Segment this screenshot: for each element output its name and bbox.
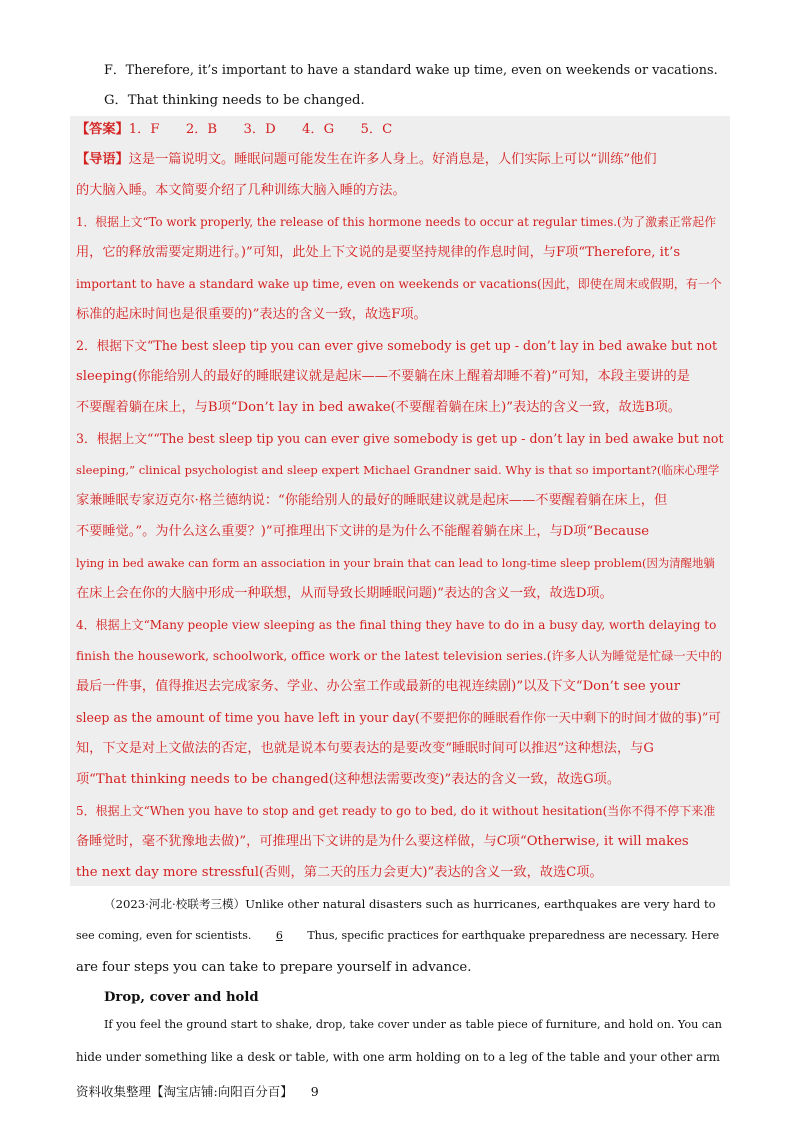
explanation-1-line-4: 标准的起床时间也是很重要的)”表达的含义一致，故选F项。 (76, 307, 427, 322)
option-f: F．Therefore, it’s important to have a standard wake up time, even on weekends or vacations. (104, 63, 718, 78)
explanation-2-line-2: sleeping(你能给别人的最好的睡眠建议就是起床——不要躺在床上醒着却睡不着)”可知，本段主要讲的是 (76, 369, 690, 384)
footer-source: 资料收集整理【淘宝店铺:向阳百分百】 (76, 1084, 293, 1099)
explanation-3-line-4: 不要睡觉。”。为什么这么重要？)”可推理出下文讲的是为什么不能醒着躺在床上，与D项“Because (76, 524, 650, 539)
answer-label: 【答案】 (76, 122, 129, 137)
explanation-4-line-6: 项“That thinking needs to be changed(这种想法需要改变)”表达的含义一致，故选G项。 (76, 772, 621, 787)
passage-line-2 (76, 925, 724, 947)
explanation-5-line-1: 5．根据上文“When you have to stop and get ready to go to bed, do it without hesitation(当你不得不停下来准 (76, 804, 716, 818)
guide-label: 【导语】 (76, 152, 129, 167)
answer-items: 1．F 2．B 3．D 4．G 5．C (128, 122, 393, 137)
explanation-2-line-3: 不要醒着躺在床上，与B项“Don’t lay in bed awake(不要醒着躺在床上)”表达的含义一致，故选B项。 (76, 400, 681, 415)
explanation-5-line-3: the next day more stressful(否则，第二天的压力会更大)”表达的含义一致，故选C项。 (76, 865, 603, 880)
page-number: 9 (310, 1084, 319, 1099)
paragraph-line-2: hide under something like a desk or table, with one arm holding on to a leg of the table and your other arm (76, 1050, 720, 1064)
guide-line-2: 的大脑入睡。本文简要介绍了几种训练大脑入睡的方法。 (76, 183, 406, 198)
explanation-3-line-3: 家兼睡眠专家迈克尔·格兰德纳说：“你能给别人的最好的睡眠建议就是起床——不要醒着躺在床上，但 (76, 493, 668, 508)
explanation-1-line-3: important to have a standard wake up time, even on weekends or vacations(因此，即使在周末或假期，有一个 (76, 277, 722, 291)
answer-line (76, 119, 724, 141)
passage-line-1: （2023·河北·校联考三模）Unlike other natural disasters such as hurricanes, earthquakes are very hard to (104, 897, 716, 911)
explanation-4-line-4: sleep as the amount of time you have left in your day(不要把你的睡眠看作你一天中剩下的时间才做的事)”可 (76, 710, 721, 725)
option-g: G．That thinking needs to be changed. (104, 93, 365, 108)
passage-line-3: are four steps you can take to prepare yourself in advance. (76, 960, 472, 975)
guide-line-1 (76, 149, 724, 171)
page-footer (76, 1082, 319, 1100)
explanation-3-line-6: 在床上会在你的大脑中形成一种联想，从而导致长期睡眠问题)”表达的含义一致，故选D项。 (76, 586, 613, 601)
explanation-1-line-2: 用，它的释放需要定期进行。)”可知，此处上下文说的是要坚持规律的作息时间，与F项“Therefore, it’s (76, 245, 681, 260)
passage-line-2-start: see coming, even for scientists. (76, 929, 252, 942)
explanation-2-line-1: 2．根据下文“The best sleep tip you can ever give somebody is get up - don’t lay in bed awake but not (76, 338, 718, 353)
explanation-4-line-5: 知，下文是对上文做法的否定，也就是说本句要表达的是要改变“睡眠时间可以推迟”这种想法，与G (76, 741, 654, 756)
section-heading: Drop, cover and hold (104, 990, 259, 1005)
explanation-3-line-2: sleeping,” clinical psychologist and sleep expert Michael Grandner said. Why is that so important?(临床心理学 (76, 463, 720, 477)
explanation-3-line-5: lying in bed awake can form an association in your brain that can lead to long-time sleep problem(因为清醒地躺 (76, 556, 715, 570)
explanation-3-line-1: 3．根据上文““The best sleep tip you can ever give somebody is get up - don’t lay in bed awake but not (76, 431, 724, 446)
paragraph-line-1: If you feel the ground start to shake, drop, take cover under as table piece of furniture, and hold on. You can (104, 1018, 722, 1031)
explanation-1-line-1: 1．根据上文“To work properly, the release of this hormone needs to occur at regular times.(为了激素正常起作 (76, 215, 717, 229)
blank-6: 6 (275, 929, 283, 942)
explanation-4-line-2: finish the housework, schoolwork, office work or the latest television series.(许多人认为睡觉是忙碌一天中的 (76, 649, 723, 663)
passage-line-2-end: Thus, specific practices for earthquake preparedness are necessary. Here (307, 929, 720, 942)
explanation-4-line-3: 最后一件事，值得推迟去完成家务、学业、办公室工作或最新的电视连续剧)”以及下文“Don’t see your (76, 679, 681, 694)
explanation-4-line-1: 4．根据上文“Many people view sleeping as the final thing they have to do in a busy day, worth delaying to (76, 618, 717, 632)
explanation-5-line-2: 备睡觉时，毫不犹豫地去做)”，可推理出下文讲的是为什么要这样做，与C项“Otherwise, it will makes (76, 834, 689, 849)
guide-text-1: 这是一篇说明文。睡眠问题可能发生在许多人身上。好消息是，人们实际上可以“训练”他们 (128, 152, 657, 167)
